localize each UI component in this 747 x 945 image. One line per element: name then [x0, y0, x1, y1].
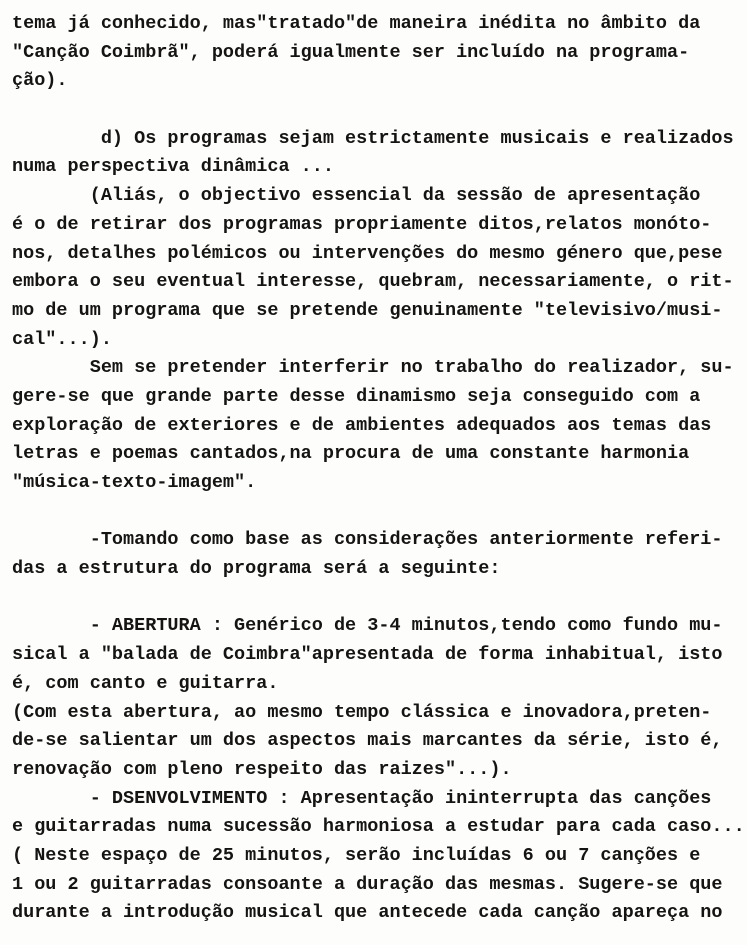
document-line: renovação com pleno respeito das raizes"...). [12, 758, 512, 780]
document-line: "música-texto-imagem". [12, 472, 257, 493]
document-line: -Tomando como base as considerações anteriormente referi- [12, 529, 723, 551]
document-line: embora o seu eventual interesse, quebram, necessariamente, o rit- [12, 271, 734, 293]
document-line: durante a introdução musical que antecede cada canção apareça no [12, 902, 723, 924]
document-line: ção). [12, 70, 68, 92]
document-line: (Aliás, o objectivo essencial da sessão de apresentação [12, 185, 701, 207]
document-line: gere-se que grande parte desse dinamismo seja conseguido com a [12, 385, 701, 407]
document-line: numa perspectiva dinâmica ... [12, 156, 334, 178]
blank-line [12, 584, 747, 613]
document-line: (Com esta abertura, ao mesmo tempo clássica e inovadora,preten- [12, 701, 712, 723]
blank-line [12, 96, 747, 125]
document-line: ( Neste espaço de 25 minutos, serão incluídas 6 ou 7 canções e [12, 844, 701, 866]
document-line: de-se salientar um dos aspectos mais marcantes da série, isto é, [12, 730, 723, 752]
document-line: tema já conhecido, mas"tratado"de maneira inédita no âmbito da [12, 13, 701, 34]
document-line: é o de retirar dos programas propriamente ditos,relatos monóto- [12, 213, 712, 235]
document-line: Sem se pretender interferir no trabalho do realizador, su- [12, 357, 734, 379]
document-line: cal"...). [12, 328, 112, 350]
document-line: é, com canto e guitarra. [12, 672, 279, 694]
document-line: exploração de exteriores e de ambientes adequados aos temas das [12, 414, 712, 436]
document-line: 1 ou 2 guitarradas consoante a duração das mesmas. Sugere-se que [12, 873, 723, 895]
document-line: - ABERTURA : Genérico de 3-4 minutos,tendo como fundo mu- [12, 615, 723, 637]
document-line: e guitarradas numa sucessão harmoniosa a estudar para cada caso... [12, 816, 745, 838]
document-line: das a estrutura do programa será a seguinte: [12, 558, 501, 580]
document-line: nos, detalhes polémicos ou intervenções do mesmo género que,pese [12, 242, 723, 264]
document-line: "Canção Coimbrã", poderá igualmente ser incluído na programa- [12, 41, 690, 63]
blank-line [12, 498, 747, 527]
document-line: - DSENVOLVIMENTO : Apresentação ininterrupta das canções [12, 787, 712, 809]
document-line: letras e poemas cantados,na procura de uma constante harmonia [12, 443, 690, 465]
document-line: sical a "balada de Coimbra"apresentada de forma inhabitual, isto [12, 644, 723, 666]
document-line: mo de um programa que se pretende genuinamente "televisivo/musi- [12, 299, 723, 321]
document-line: d) Os programas sejam estrictamente musicais e realizados [12, 127, 734, 149]
